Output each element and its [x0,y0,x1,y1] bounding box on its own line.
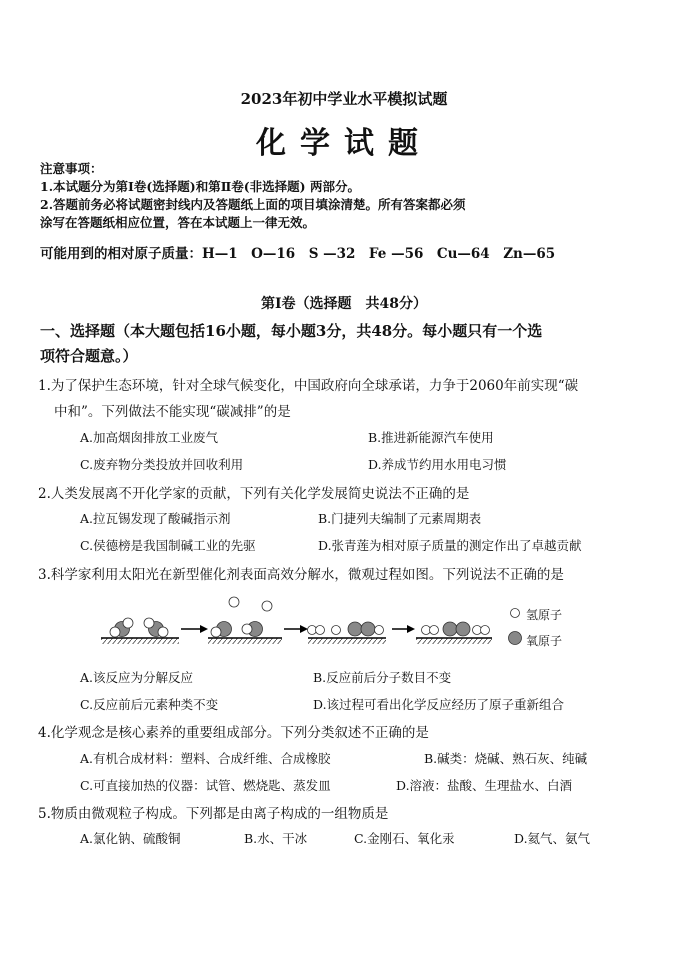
q4-option-a: A.有机合成材料：塑料、合成纤维、合成橡胶 [80,751,331,766]
q2-option-d: D.张青莲为相对原子质量的测定作出了卓越贡献 [318,538,582,553]
legend-hydrogen-label: 氢原子 [526,608,563,622]
part-instruction-line-2: 项符合题意。） [40,347,138,365]
q1-option-c: C.废弃物分类投放并回收利用 [80,457,244,472]
q2-option-c: C.侯德榜是我国制碱工业的先驱 [80,538,256,553]
q1-option-b: B.推进新能源汽车使用 [368,430,494,445]
q5-option-b: B.水、干冰 [244,831,308,846]
q3-stem: 3.科学家利用太阳光在新型催化剂表面高效分解水，微观过程如图。下列说法不正确的是 [38,567,564,583]
q5-option-d: D.氦气、氨气 [514,831,591,846]
q2-option-a: A.拉瓦锡发现了酸碱指示剂 [80,511,231,526]
stage-1-water-molecules [110,618,168,637]
arrow-2 [284,625,308,633]
part-instruction-line-1: 一、选择题（本大题包括16小题，每小题3分，共48分。每小题只有一个选 [40,322,543,340]
note-line-3: 涂写在答题纸相应位置，答在本试题上一律无效。 [40,215,316,230]
legend-oxygen-label: 氧原子 [526,634,563,648]
q5-stem: 5.物质由微观粒子构成。下列都是由离子构成的一组物质是 [38,806,389,822]
stage-3-catalyst-surface [308,638,386,644]
notes-heading: 注意事项： [40,161,103,176]
water-decomposition-diagram [96,592,636,660]
q3-option-d: D.该过程可看出化学反应经历了原子重新组合 [313,697,565,712]
exam-title: 化学试题 [256,126,432,161]
q1-option-a: A.加高烟囱排放工业废气 [80,430,219,445]
q2-stem: 2.人类发展离不开化学家的贡献，下列有关化学发展简史说法不正确的是 [38,486,470,502]
q4-option-b: B.碱类：烧碱、熟石灰、纯碱 [424,751,588,766]
arrow-1 [181,625,208,633]
q5-option-c: C.金刚石、氧化汞 [354,831,455,846]
atomic-masses: 可能用到的相对原子质量：H—1 O—16 S —32 Fe —56 Cu—64 Zn—65 [40,246,556,262]
legend-oxygen-atom [509,632,522,645]
stage-4-catalyst-surface [416,638,492,644]
q3-option-c: C.反应前后元素种类不变 [80,697,219,712]
stage-4-molecules [422,622,490,636]
stage-3-atoms [308,622,384,636]
q1-stem-line-1: 1.为了保护生态环境，针对全球气候变化，中国政府向全球承诺，力争于2060年前实现“碳 [38,378,579,394]
q4-stem: 4.化学观念是核心素养的重要组成部分。下列分类叙述不正确的是 [38,725,429,741]
q1-option-d: D.养成节约用水用电习惯 [368,457,507,472]
stage-2-atoms [211,597,272,637]
note-line-2: 2.答题前务必将试题密封线内及答题纸上面的项目填涂清楚。所有答案都必须 [40,197,466,212]
note-line-1: 1.本试题分为第Ⅰ卷(选择题)和第Ⅱ卷(非选择题) 两部分。 [40,179,360,194]
q4-option-c: C.可直接加热的仪器：试管、燃烧匙、蒸发皿 [80,778,331,793]
q3-option-b: B.反应前后分子数目不变 [313,670,452,685]
legend-hydrogen-atom [511,609,520,618]
q1-stem-line-2: 中和”。下列做法不能实现“碳减排”的是 [54,404,291,420]
q2-option-b: B.门捷列夫编制了元素周期表 [318,511,482,526]
q4-option-d: D.溶液：盐酸、生理盐水、白酒 [396,778,573,793]
stage-2-catalyst-surface [208,638,282,644]
stage-1-catalyst-surface [101,638,179,644]
q5-option-a: A.氯化钠、硫酸铜 [80,831,181,846]
q3-option-a: A.该反应为分解反应 [80,670,194,685]
arrow-3 [392,625,415,633]
section-title: 第Ⅰ卷（选择题 共48分） [260,296,428,312]
exam-subtitle: 2023年初中学业水平模拟试题 [240,90,448,108]
